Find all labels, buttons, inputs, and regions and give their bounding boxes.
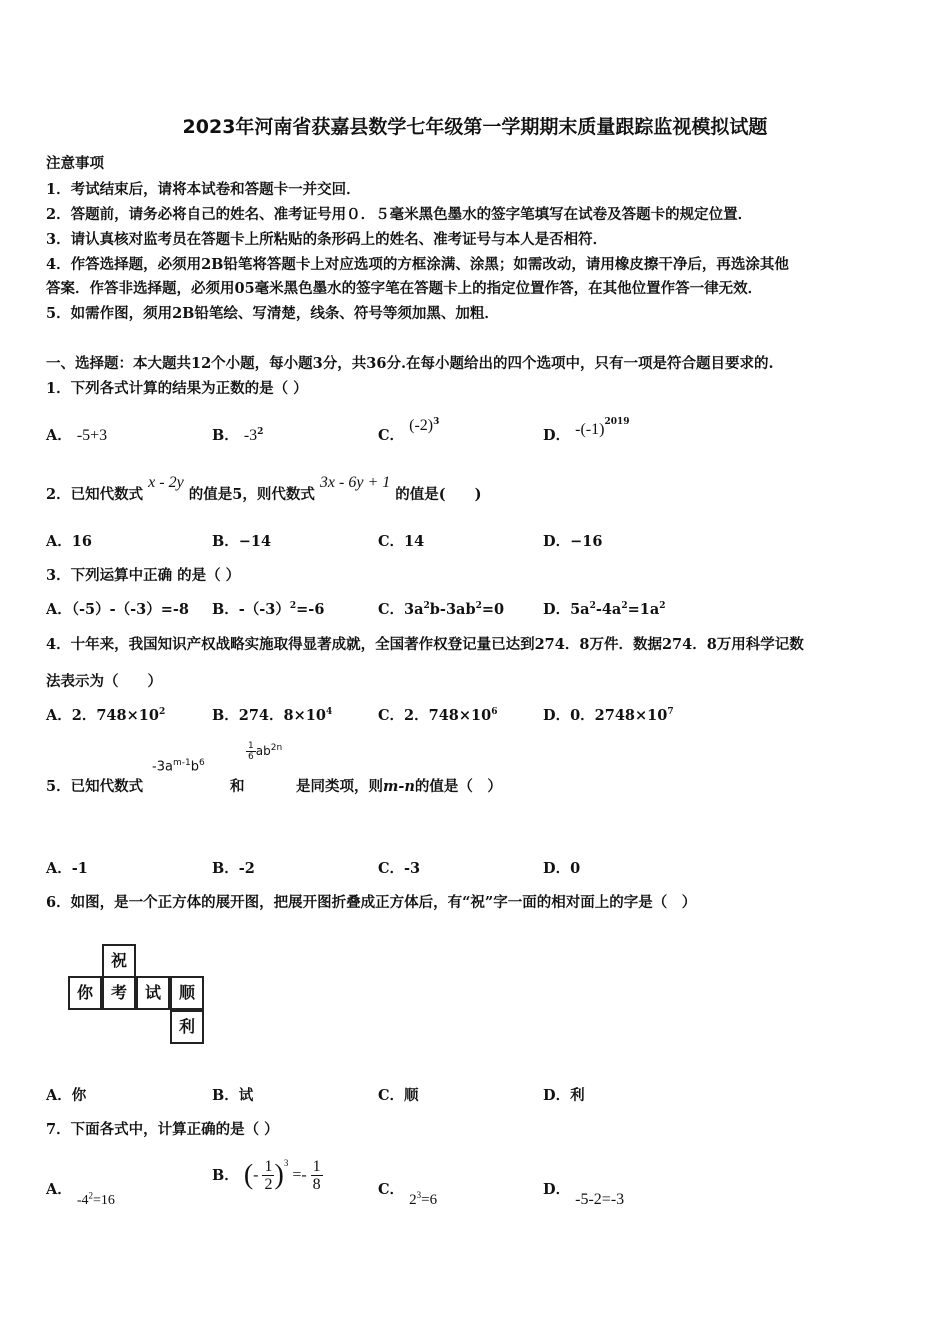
exponent: m-1 [172,758,191,768]
q7-option-c[interactable] [378,1178,438,1208]
fraction: $\frac{1}{6}$ [248,741,254,762]
option-label: D． [543,1181,571,1198]
exponent: 2 [589,601,596,612]
option-label: B． [212,1166,239,1184]
cube-face-li: 利 [170,1010,204,1044]
expression: 3x - 6y + 1 [319,474,391,491]
q5-option-c[interactable]: C．-3 [378,860,421,877]
q3-option-b[interactable] [212,598,324,619]
page-title: 2023年河南省获嘉县数学七年级第一学期期末质量跟踪监视模拟试题 [182,116,768,138]
q2-option-b[interactable]: B．−14 [212,533,272,550]
q1-option-d[interactable] [543,417,630,445]
notice-heading: 注意事项 [46,155,104,172]
option-math: $-4^2=16$ [76,1190,115,1208]
exponent: 2 [475,601,482,612]
fraction: $\frac{1}{2}$ [264,1158,273,1193]
option-label: D． [543,427,571,444]
expression: ab [255,744,271,758]
q4-option-a[interactable] [46,704,165,725]
exponent: 2019 [604,417,630,428]
option-text: D．5a [543,601,590,618]
cube-face-shi: 试 [136,976,170,1010]
q1-option-b[interactable] [212,424,263,445]
exponent: 6 [491,707,498,718]
cube-face-zhu: 祝 [102,944,136,978]
q4-option-b[interactable] [212,704,332,725]
q6-option-c[interactable]: C．顺 [378,1087,419,1104]
q2-option-c[interactable]: C．14 [378,533,425,550]
option-text: =1a [627,601,660,618]
exponent: 2 [659,601,666,612]
exponent: 4 [325,707,333,718]
stem-text: 是同类项，则 [296,778,383,795]
cube-face-shun: 顺 [170,976,204,1010]
q3-option-a[interactable]: A．（-5）-（-3）=-8 [46,601,189,618]
question-1-stem: 1．下列各式计算的结果为正数的是（ ） [46,380,308,397]
option-label: A． [46,427,72,444]
question-3-stem: 3．下列运算中正确 的是（ ） [46,567,241,584]
option-math: $2^3=6$ [409,1190,438,1208]
option-text: C．2．748×10 [378,707,492,724]
question-7-stem: 7．下面各式中，计算正确的是（ ） [46,1121,279,1138]
q6-option-a[interactable]: A．你 [46,1087,87,1104]
question-4-stem: 4．十年来，我国知识产权战略实施取得显著成就，全国著作权登记量已达到274．8万件．数据274．8万用科学记数 [46,636,804,653]
option-text: A．2．748×10 [46,707,159,724]
stem-text: 2．已知代数式 [46,486,144,503]
option-math: -3 [243,427,258,444]
option-math: (- $\frac{1}{2}$ )$^3$ =- $\frac{1}{8}$ [243,1158,321,1193]
q1-option-a[interactable] [46,424,107,445]
fraction: $\frac{1}{8}$ [312,1158,321,1193]
option-text: D．0．2748×10 [543,707,668,724]
question-6-stem: 6．如图，是一个正方体的展开图，把展开图折叠成正方体后，有“祝”字一面的相对面上的字是（ ） [46,894,697,911]
q5-and: 和 [230,778,245,795]
option-text: B．-（-3） [212,601,290,618]
question-2-stem [46,474,482,504]
notice-item: 4．作答选择题，必须用2B铅笔将答题卡上对应选项的方框涂满、涂黑；如需改动，请用橡皮擦干净后，再选涂其他 [46,256,789,273]
variable: m-n [383,778,415,795]
question-5-stem [46,775,143,796]
option-math: (-2) [409,417,434,434]
expression: b [190,759,199,775]
option-text: B．274．8×10 [212,707,326,724]
exponent: 7 [667,707,674,718]
stem-text: 5．已知代数式 [46,778,144,795]
exponent: 2 [423,601,430,612]
exponent: 2 [289,601,297,612]
cube-face-ni: 你 [68,976,102,1010]
option-label: C． [378,427,405,444]
notice-item: 5．如需作图，须用2B铅笔绘、写清楚，线条、符号等须加黑、加粗． [46,305,499,322]
option-math: -5+3 [76,427,108,444]
section-heading: 一、选择题：本大题共12个小题，每小题3分，共36分.在每小题给出的四个选项中，只有一项是符合题目要求的. [46,355,774,372]
option-text: =-6 [296,601,325,618]
q2-option-d[interactable]: D．−16 [543,533,603,550]
q1-option-c[interactable] [378,417,440,445]
q5-term-1 [152,758,205,774]
option-math: -5-2=-3 [575,1191,625,1208]
exponent: 3 [433,417,440,428]
q5-term-2 [246,741,282,762]
q6-option-d[interactable]: D．利 [543,1087,585,1104]
option-text: -4a [595,601,622,618]
cube-face-kao: 考 [102,976,136,1010]
option-label: C． [378,1181,405,1198]
q5-option-a[interactable]: A．-1 [46,860,88,877]
q7-option-d[interactable] [543,1178,625,1208]
q4-option-c[interactable] [378,704,498,725]
q3-option-c[interactable] [378,598,504,619]
exponent: 2 [621,601,628,612]
exponent: 6 [198,758,205,768]
option-label: B． [212,427,239,444]
option-text: =0 [481,601,505,618]
notice-item: 3．请认真核对监考员在答题卡上所粘贴的条形码上的姓名、准考证号与本人是否相符． [46,231,608,248]
expression: x - 2y [148,474,184,491]
q4-option-d[interactable] [543,704,674,725]
q5-option-d[interactable]: D．0 [543,860,581,877]
q5-stem-rest [296,775,502,796]
expression: -3a [152,759,173,775]
q7-option-a[interactable] [46,1178,115,1208]
question-4-stem-cont: 法表示为（ ） [46,673,162,690]
stem-text: 的值是（ ） [414,778,502,795]
option-math: -(-1) [575,421,605,438]
exponent: 2 [257,427,264,438]
q5-option-b[interactable]: B．-2 [212,860,255,877]
exponent: 2n [270,743,283,753]
q7-option-b[interactable] [212,1158,323,1193]
option-text: C．3a [378,601,424,618]
option-text: b-3ab [429,601,476,618]
notice-item: 答案．作答非选择题，必须用05毫米黑色墨水的签字笔在答题卡上的指定位置作答，在其他位置作答一律无效． [46,280,763,297]
exponent: 2 [158,707,166,718]
notice-item: 1．考试结束后，请将本试卷和答题卡一并交回． [46,181,361,198]
q6-option-b[interactable]: B．试 [212,1087,254,1104]
q2-option-a[interactable]: A．16 [46,533,92,550]
notice-item: 2．答题前，请务必将自己的姓名、准考证号用０．５毫米黑色墨水的签字笔填写在试卷及答题卡的规定位置． [46,206,753,223]
stem-text: 的值是( ) [395,486,482,503]
option-label: A． [46,1181,72,1198]
stem-text: 的值是5，则代数式 [188,486,315,503]
q3-option-d[interactable] [543,598,666,619]
